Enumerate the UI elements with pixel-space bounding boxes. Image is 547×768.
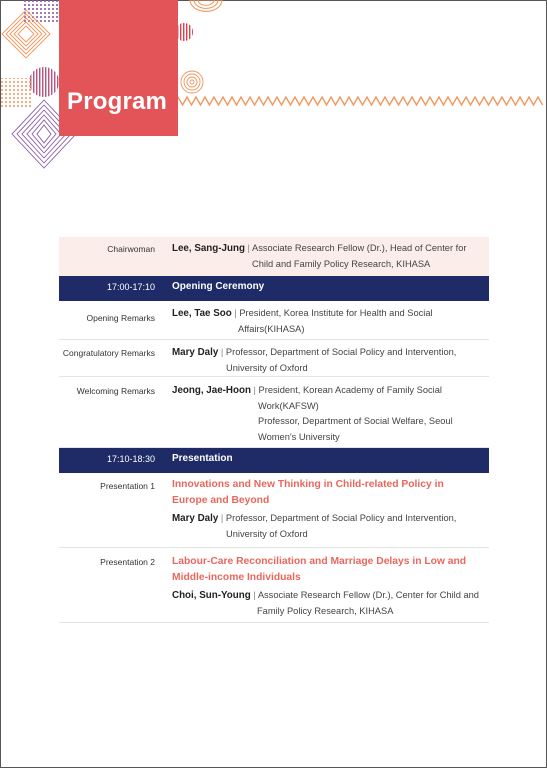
presentation-1-role: Presentation 1	[100, 481, 155, 491]
chair-desc-1: Associate Research Fellow (Dr.), Head of Center for	[252, 243, 467, 253]
chair-row	[59, 237, 489, 276]
presentation-time: 17:10-18:30	[106, 454, 155, 464]
speaker-desc-1: Professor, Department of Social Policy and Intervention,	[225, 347, 457, 357]
welcoming-remarks-content: Jeong, Jae-Hoon | President, Korean Academy of Family Social Work(KAFSW) Professor, Department of Social Welfare, Seoul Women's University	[172, 383, 487, 445]
opening-remarks-role: Opening Remarks	[86, 313, 155, 323]
opening-title: Opening Ceremony	[172, 281, 265, 292]
opening-time: 17:00-17:10	[106, 282, 155, 292]
welcoming-remarks-row	[59, 377, 489, 448]
speaker-name: Mary Daly	[172, 513, 219, 524]
speaker-desc-2: Work(KAFSW)	[258, 400, 319, 411]
congratulatory-remarks-role: Congratulatory Remarks	[62, 348, 155, 358]
chair-name: Lee, Sang-Jung	[172, 243, 245, 254]
speaker-name: Choi, Sun-Young	[172, 590, 251, 601]
speaker-desc-2: Family Policy Research, KIHASA	[257, 605, 394, 616]
chair-content: Lee, Sang-Jung | Associate Research Fellow (Dr.), Head of Center for Child and Family Policy Research, KIHASA	[172, 241, 487, 272]
talk-title-2: Middle-income Individuals	[172, 571, 301, 583]
speaker-desc-2: University of Oxford	[226, 362, 308, 373]
presentation-title: Presentation	[172, 453, 233, 464]
dotted-block	[0, 78, 32, 108]
presentation-2-content: Labour-Care Reconciliation and Marriage Delays in Low and Middle-income Individuals Choi, Sun-Young | Associate Research Fellow (Dr.), Center for Child and Family Policy Research, KIHASA	[172, 554, 487, 619]
presentation-2-row	[59, 548, 489, 623]
talk-title-1: Innovations and New Thinking in Child-related Policy in	[172, 479, 444, 490]
speaker-name: Mary Daly	[172, 347, 219, 358]
chair-desc-2: Child and Family Policy Research, KIHASA	[252, 258, 431, 269]
speaker-name: Lee, Tae Soo	[172, 308, 232, 319]
speaker-desc-4: Women's University	[258, 431, 340, 442]
speaker-desc-3: Professor, Department of Social Welfare, Seoul	[258, 416, 453, 426]
talk-title-2: Europe and Beyond	[172, 494, 270, 506]
zigzag-line	[178, 97, 543, 105]
page-title: Program	[67, 88, 168, 115]
chair-role: Chairwoman	[107, 244, 155, 254]
speaker-desc-2: University of Oxford	[226, 528, 308, 539]
welcoming-remarks-role: Welcoming Remarks	[76, 386, 155, 396]
presentation-1-row	[59, 473, 489, 548]
presentation-2-role: Presentation 2	[100, 557, 155, 567]
speaker-desc-1: Professor, Department of Social Policy and Intervention,	[225, 513, 457, 523]
program-schedule	[59, 237, 489, 623]
section-header-opening	[59, 276, 489, 301]
section-header-presentation	[59, 448, 489, 473]
presentation-1-content: Innovations and New Thinking in Child-related Policy in Europe and Beyond Mary Daly | Professor, Department of Social Policy and Intervention, University of Oxford	[172, 477, 487, 542]
concentric-circle	[181, 71, 203, 93]
speaker-desc-1: President, Korean Academy of Family Social	[258, 385, 442, 395]
congratulatory-remarks-content: Mary Daly | Professor, Department of Social Policy and Intervention, University of Oxford	[172, 345, 487, 376]
speaker-desc-1: President, Korea Institute for Health and Social	[239, 308, 433, 318]
opening-remarks-content: Lee, Tae Soo | President, Korea Institute for Health and Social Affairs(KIHASA)	[172, 306, 487, 337]
talk-title-1: Labour-Care Reconciliation and Marriage Delays in Low and	[172, 556, 467, 567]
speaker-name: Jeong, Jae-Hoon	[172, 385, 251, 396]
opening-remarks-row	[59, 301, 489, 340]
speaker-desc-2: Affairs(KIHASA)	[238, 323, 305, 334]
speaker-desc-1: Associate Research Fellow (Dr.), Center for Child and	[257, 590, 479, 600]
congratulatory-remarks-row	[59, 340, 489, 377]
